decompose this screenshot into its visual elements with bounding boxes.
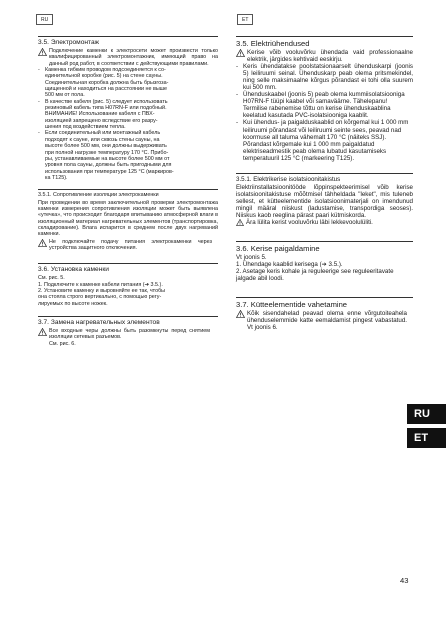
ru-warning-elements xyxy=(38,328,218,341)
et-step-2: 2. Asetage keris kohale ja reguleerige see reguleeritavate jalgade abil loodi. xyxy=(236,268,394,283)
warning-triangle-icon xyxy=(38,239,47,247)
ru-b3-line: уровня пола сауны, должны быть пригодными для xyxy=(45,162,172,169)
et-section-3-6-title: 3.6. Kerise paigaldamine xyxy=(236,244,320,254)
warning-triangle-icon xyxy=(236,49,245,57)
warning-triangle-icon xyxy=(38,328,47,336)
et-bullet-3 xyxy=(236,119,413,161)
ru-section-3-5-1-body: При проведении во время заключительной проверки электромонтажа каменки измерения сопротивления изоляции может быть выявлена «утечка», что происходит благодаря впитыванию атмосферной влаги в изоляционный материал нагревательных элементов (транспортировка, складирование). Влага испарится в среднем после двух нагреваний каменки. xyxy=(38,199,218,238)
bullet-dash-icon: - xyxy=(38,98,40,105)
ru-section-3-7 xyxy=(38,316,218,347)
et-bullet-1 xyxy=(236,63,413,91)
ru-section-3-6-ref: См. рис. 5. xyxy=(38,275,65,282)
ru-b1-line: Соединительная коробка должна быть брызгоза- xyxy=(45,79,169,86)
et-warning-electrician xyxy=(236,49,413,63)
ru-b3-line: при полной нагрузке температуру 170 °С. Прибо- xyxy=(45,149,169,156)
ru-step-2-line: лируемых по высоте ножек. xyxy=(38,300,108,307)
ru-b2-line: В качестве кабеля (рис. 5) следует использовать xyxy=(45,98,168,105)
page-number: 43 xyxy=(400,576,409,585)
ru-section-3-5 xyxy=(38,36,218,181)
russian-column xyxy=(38,36,218,347)
et-section-3-5-1 xyxy=(236,173,413,226)
bullet-dash-icon: - xyxy=(236,63,239,71)
ru-b1-line: Каменка гибким проводом подсоединяется к со- xyxy=(45,67,166,74)
bullet-dash-icon: - xyxy=(236,119,239,127)
ru-b3-line: ка T125). xyxy=(45,174,68,181)
ru-b3-line: Если соединительный или монтажный кабель xyxy=(45,130,161,137)
ru-step-2-line: 2. Установите каменку и выровняйте ее так, чтобы xyxy=(38,288,166,294)
side-tab-et: ET xyxy=(407,428,446,448)
et-warning-rcd-text: Ära lülita kerist vooluvõrku läbi lekkevoolulüliti. xyxy=(246,219,373,227)
et-bullet-2 xyxy=(236,91,413,119)
ru-section-3-5-1 xyxy=(38,189,218,251)
language-tag-right: ET xyxy=(237,14,253,25)
et-bullet-1-text: Keris ühendatakse poolstatsionaarselt ühenduskarpi (joonis 5) leiliruumi seinal. Ühenduskarp peab olema pritsmekindel, ning selle maksimaalne kõrgus põrandast ei tohi olla suurem kui 500 mm. xyxy=(243,63,413,92)
ru-section-3-5-title: 3.5. Электромонтаж xyxy=(38,39,100,46)
ru-b2-line: ВНИМАНИЕ! Использование кабеля с ПВХ- xyxy=(45,111,155,118)
ru-b2-line: резиновый кабель типа H07RN-F или подобный. xyxy=(45,105,167,112)
et-warning-rcd xyxy=(236,219,413,226)
ru-bullet-2 xyxy=(38,99,218,131)
ru-bullet-1 xyxy=(38,67,218,99)
ru-b2-line: изоляцией запрещено вследствие его разру- xyxy=(45,117,158,124)
ru-section-3-5-1-title: 3.5.1. Сопротивление изоляции электрокаменки xyxy=(38,192,159,199)
ru-warning-electrician xyxy=(38,48,218,67)
ru-section-3-7-title: 3.7. Замена нагревательных элементов xyxy=(38,319,160,327)
ru-b3-line: подходят к сауне, или сквозь стены сауны, на xyxy=(45,136,160,143)
warning-triangle-icon xyxy=(38,48,47,56)
ru-step-1: 1. Подключите к каменке кабели питания (➔ 3.5.). xyxy=(38,281,163,288)
ru-b1-line: 500 мм от пола. xyxy=(45,92,85,99)
language-tag-left: RU xyxy=(36,14,53,25)
ru-b2-line: шения под воздействием тепла. xyxy=(45,124,126,131)
ru-warning-rcd xyxy=(38,239,218,252)
ru-section-3-6 xyxy=(38,263,218,307)
et-section-3-5 xyxy=(236,36,413,162)
ru-warning-elements-text: Все входные черы должны быть разомкнуты перед снятием изоляции сетевых разъемов. xyxy=(49,328,210,341)
bullet-dash-icon: - xyxy=(38,67,40,74)
ru-b3-line: ры, устанавливаемые на высоте более 500 мм от xyxy=(45,155,170,162)
estonian-column xyxy=(236,36,413,331)
ru-b3-line: использования при температуре 125 °С (маркиров- xyxy=(45,168,174,175)
et-warning-elements xyxy=(236,310,413,331)
ru-section-3-6-title: 3.6. Установка каменки xyxy=(38,266,109,274)
bullet-dash-icon: - xyxy=(236,91,239,99)
ru-step-2-line: она стояла строго вертикально, с помощью регу- xyxy=(38,294,162,301)
et-warning-elements-text: Kõik sisendahelad peavad olema enne võrgutoiteahela ühenduselemmide katte eemaldamist pingest vabastatud. Vt joonis 6. xyxy=(247,310,407,332)
ru-b1-line: щищенной и находиться на расстоянии не выше xyxy=(45,86,168,93)
et-section-3-5-1-title: 3.5.1. Elektrikerise isolatsioonitakistus xyxy=(236,175,341,183)
ru-warning-rcd-text: Не подключайте подачу питания электрокаменки через устройства защитного отключения. xyxy=(49,238,212,251)
et-bullet-2-text: Ühenduskaabel (joonis 5) peab olema kummiisolatsiooniga H07RN-F tüüpi kaabel või samaväärne. Tähelepanu! Termilise rabenemise tõttu on kerise ühenduskaablina keelatud kasutada PVC-isolatsiooniga kaablit. xyxy=(243,91,405,120)
warning-triangle-icon xyxy=(236,310,245,318)
ru-b1-line: единительной коробке (рис. 5) на стене сауны. xyxy=(45,73,163,80)
bullet-dash-icon: - xyxy=(38,130,40,137)
et-section-3-5-title: 3.5. Elektriühendused xyxy=(236,39,310,48)
et-section-3-7 xyxy=(236,297,413,331)
et-bullet-3-text: Kui ühendus- ja paigalduskaablid on kõrgemal kui 1 000 mm leiliruumi põrandast või leiliruumi seinte sees, peavad nad koormuse all taluma vähemalt 170 °C (näiteks SSJ). Põrandast kõrgemale kui 1 000 mm paigaldatud elektriseadmestik peab olema lubatud kasutamiseks temperatuuril 125 °C (markeering T125). xyxy=(243,119,409,162)
et-section-3-7-title: 3.7. Kütteelementide vahetamine xyxy=(236,300,348,310)
ru-bullet-3 xyxy=(38,130,218,181)
et-section-3-6 xyxy=(236,241,413,282)
et-step-1: 1. Ühendage kaablid kerisega (➔ 3.5.). xyxy=(236,261,343,269)
side-tab-ru: RU xyxy=(407,404,446,424)
et-section-3-5-1-body: Elektriinstallatsioonitööde lõppinspekteerimisel võib kerise isolatsioonitakistuse mõõtmisel tähheldada "leket", mis tuleneb sellest, et kütteelementide isolatsioonimaterjali on imendunud mingil määral niiskust (ladustamise, transpordiga seoses). Niiskus kaob reeglina pärast paari kütmiskorda. xyxy=(236,183,413,219)
ru-warning-text: Подключение каменки к электросети может произвести только квалифицированный электромонтажник, имеющий право на данный род работ, в соответствии с действующими правилами. xyxy=(49,48,218,67)
ru-b3-line: высоте более 500 мм, они должны выдерживать xyxy=(45,143,167,150)
warning-triangle-icon xyxy=(236,219,244,226)
et-section-3-6-ref: Vt joonis 5. xyxy=(236,254,267,262)
et-warning-text: Kerise võib vooluvõrku ühendada vaid professionaalne elektrik, järgides kehtivaid eeskirju. xyxy=(247,49,413,64)
ru-section-3-7-ref: См. рис. 6. xyxy=(49,340,76,347)
